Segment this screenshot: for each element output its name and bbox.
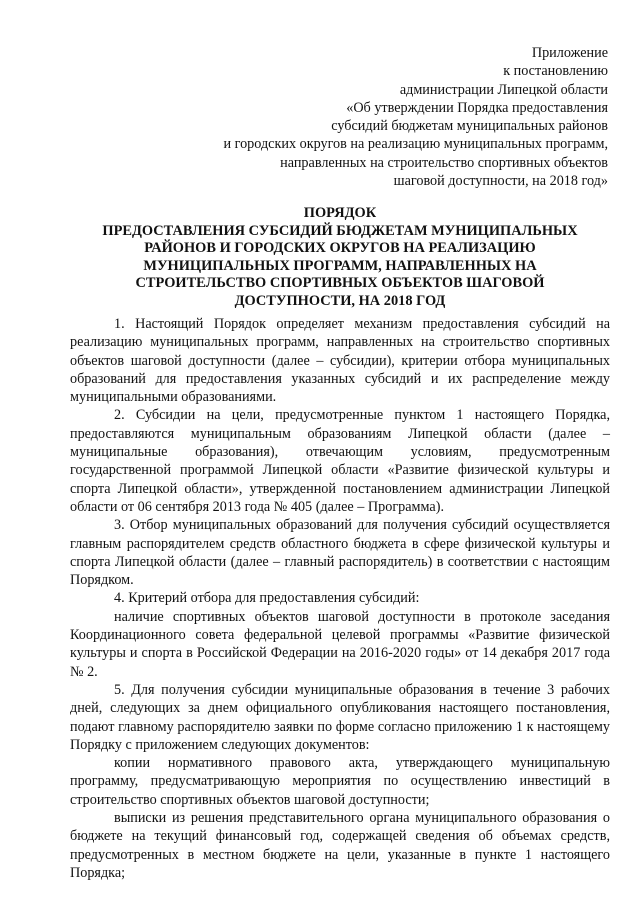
title-line: ДОСТУПНОСТИ, НА 2018 ГОД: [234, 292, 446, 309]
paragraph-1: 1. Настоящий Порядок определяет механизм предоставления субсидий на реализацию муниципальных программ, направленных на строительство спортивных объектов шаговой доступности (далее – субсидии), критерии отбора муниципальных образований для предоставления указанных субсидий и их распределение между муниципальными образованиями.: [70, 316, 610, 406]
document-body: [70, 315, 610, 882]
paragraph-3: 3. Отбор муниципальных образований для получения субсидий осуществляется главным распорядителем средств областного бюджета в сфере физической культуры и спорта Липецкой области (далее – главный распорядитель) в соответствии с настоящим Порядком.: [70, 517, 610, 589]
appendix-line: «Об утверждении Порядка предоставления: [346, 99, 608, 116]
appendix-line: субсидий бюджетам муниципальных районов: [331, 118, 608, 135]
title-line: ПРЕДОСТАВЛЕНИЯ СУБСИДИЙ БЮДЖЕТАМ МУНИЦИПАЛЬНЫХ: [102, 222, 578, 239]
paragraph-5-item-2: выписки из решения представительного органа муниципального образования о бюджете на текущий финансовый год, содержащей сведения об объемах средств, предусмотренных в местном бюджете на цели, указанные в пункте 1 настоящего Порядка;: [70, 810, 610, 881]
appendix-line: Приложение: [531, 45, 608, 61]
appendix-line: и городских округов на реализацию муниципальных программ,: [223, 136, 608, 153]
paragraph-5-item-1: копии нормативного правового акта, утверждающего муниципальную программу, предусматривающую мероприятия по осуществлению инвестиций в строительство спортивных объектов шаговой доступности;: [70, 755, 610, 808]
title-line: РАЙОНОВ И ГОРОДСКИХ ОКРУГОВ НА РЕАЛИЗАЦИЮ: [144, 240, 536, 257]
appendix-line: к постановлению: [503, 63, 608, 80]
appendix-line: направленных на строительство спортивных объектов: [280, 154, 608, 171]
document-title: [70, 205, 610, 311]
title-line: ПОРЯДОК: [303, 205, 377, 221]
title-line: МУНИЦИПАЛЬНЫХ ПРОГРАММ, НАПРАВЛЕННЫХ НА: [143, 257, 537, 274]
appendix-line: шаговой доступности, на 2018 год»: [393, 173, 608, 190]
paragraph-2: 2. Субсидии на цели, предусмотренные пунктом 1 настоящего Порядка, предоставляются муниципальным образованиям Липецкой области (далее – муниципальные образования), отвечающим условиям, предусмотренным государственной программой Липецкой области «Развитие физической культуры и спорта Липецкой области», утвержденной постановлением администрации Липецкой области от 06 сентября 2013 года № 405 (далее – Программа).: [70, 407, 610, 515]
title-line: СТРОИТЕЛЬСТВО СПОРТИВНЫХ ОБЪЕКТОВ ШАГОВОЙ: [135, 275, 545, 292]
paragraph-4-criterion: наличие спортивных объектов шаговой доступности в протоколе заседания Координационного совета федеральной целевой программы «Развитие физической культуры и спорта в Российской Федерации на 2016-2020 годы» от 14 декабря 2017 года № 2.: [70, 608, 610, 680]
appendix-header: [168, 44, 608, 190]
paragraph-5: 5. Для получения субсидии муниципальные образования в течение 3 рабочих дней, следующих за днем официального опубликования настоящего постановления, подают главному распорядителю заявки по форме согласно приложению 1 к настоящему Порядку с приложением следующих документов:: [70, 681, 610, 753]
appendix-line: администрации Липецкой области: [399, 81, 608, 98]
paragraph-4: 4. Критерий отбора для предоставления субсидий:: [114, 590, 420, 607]
